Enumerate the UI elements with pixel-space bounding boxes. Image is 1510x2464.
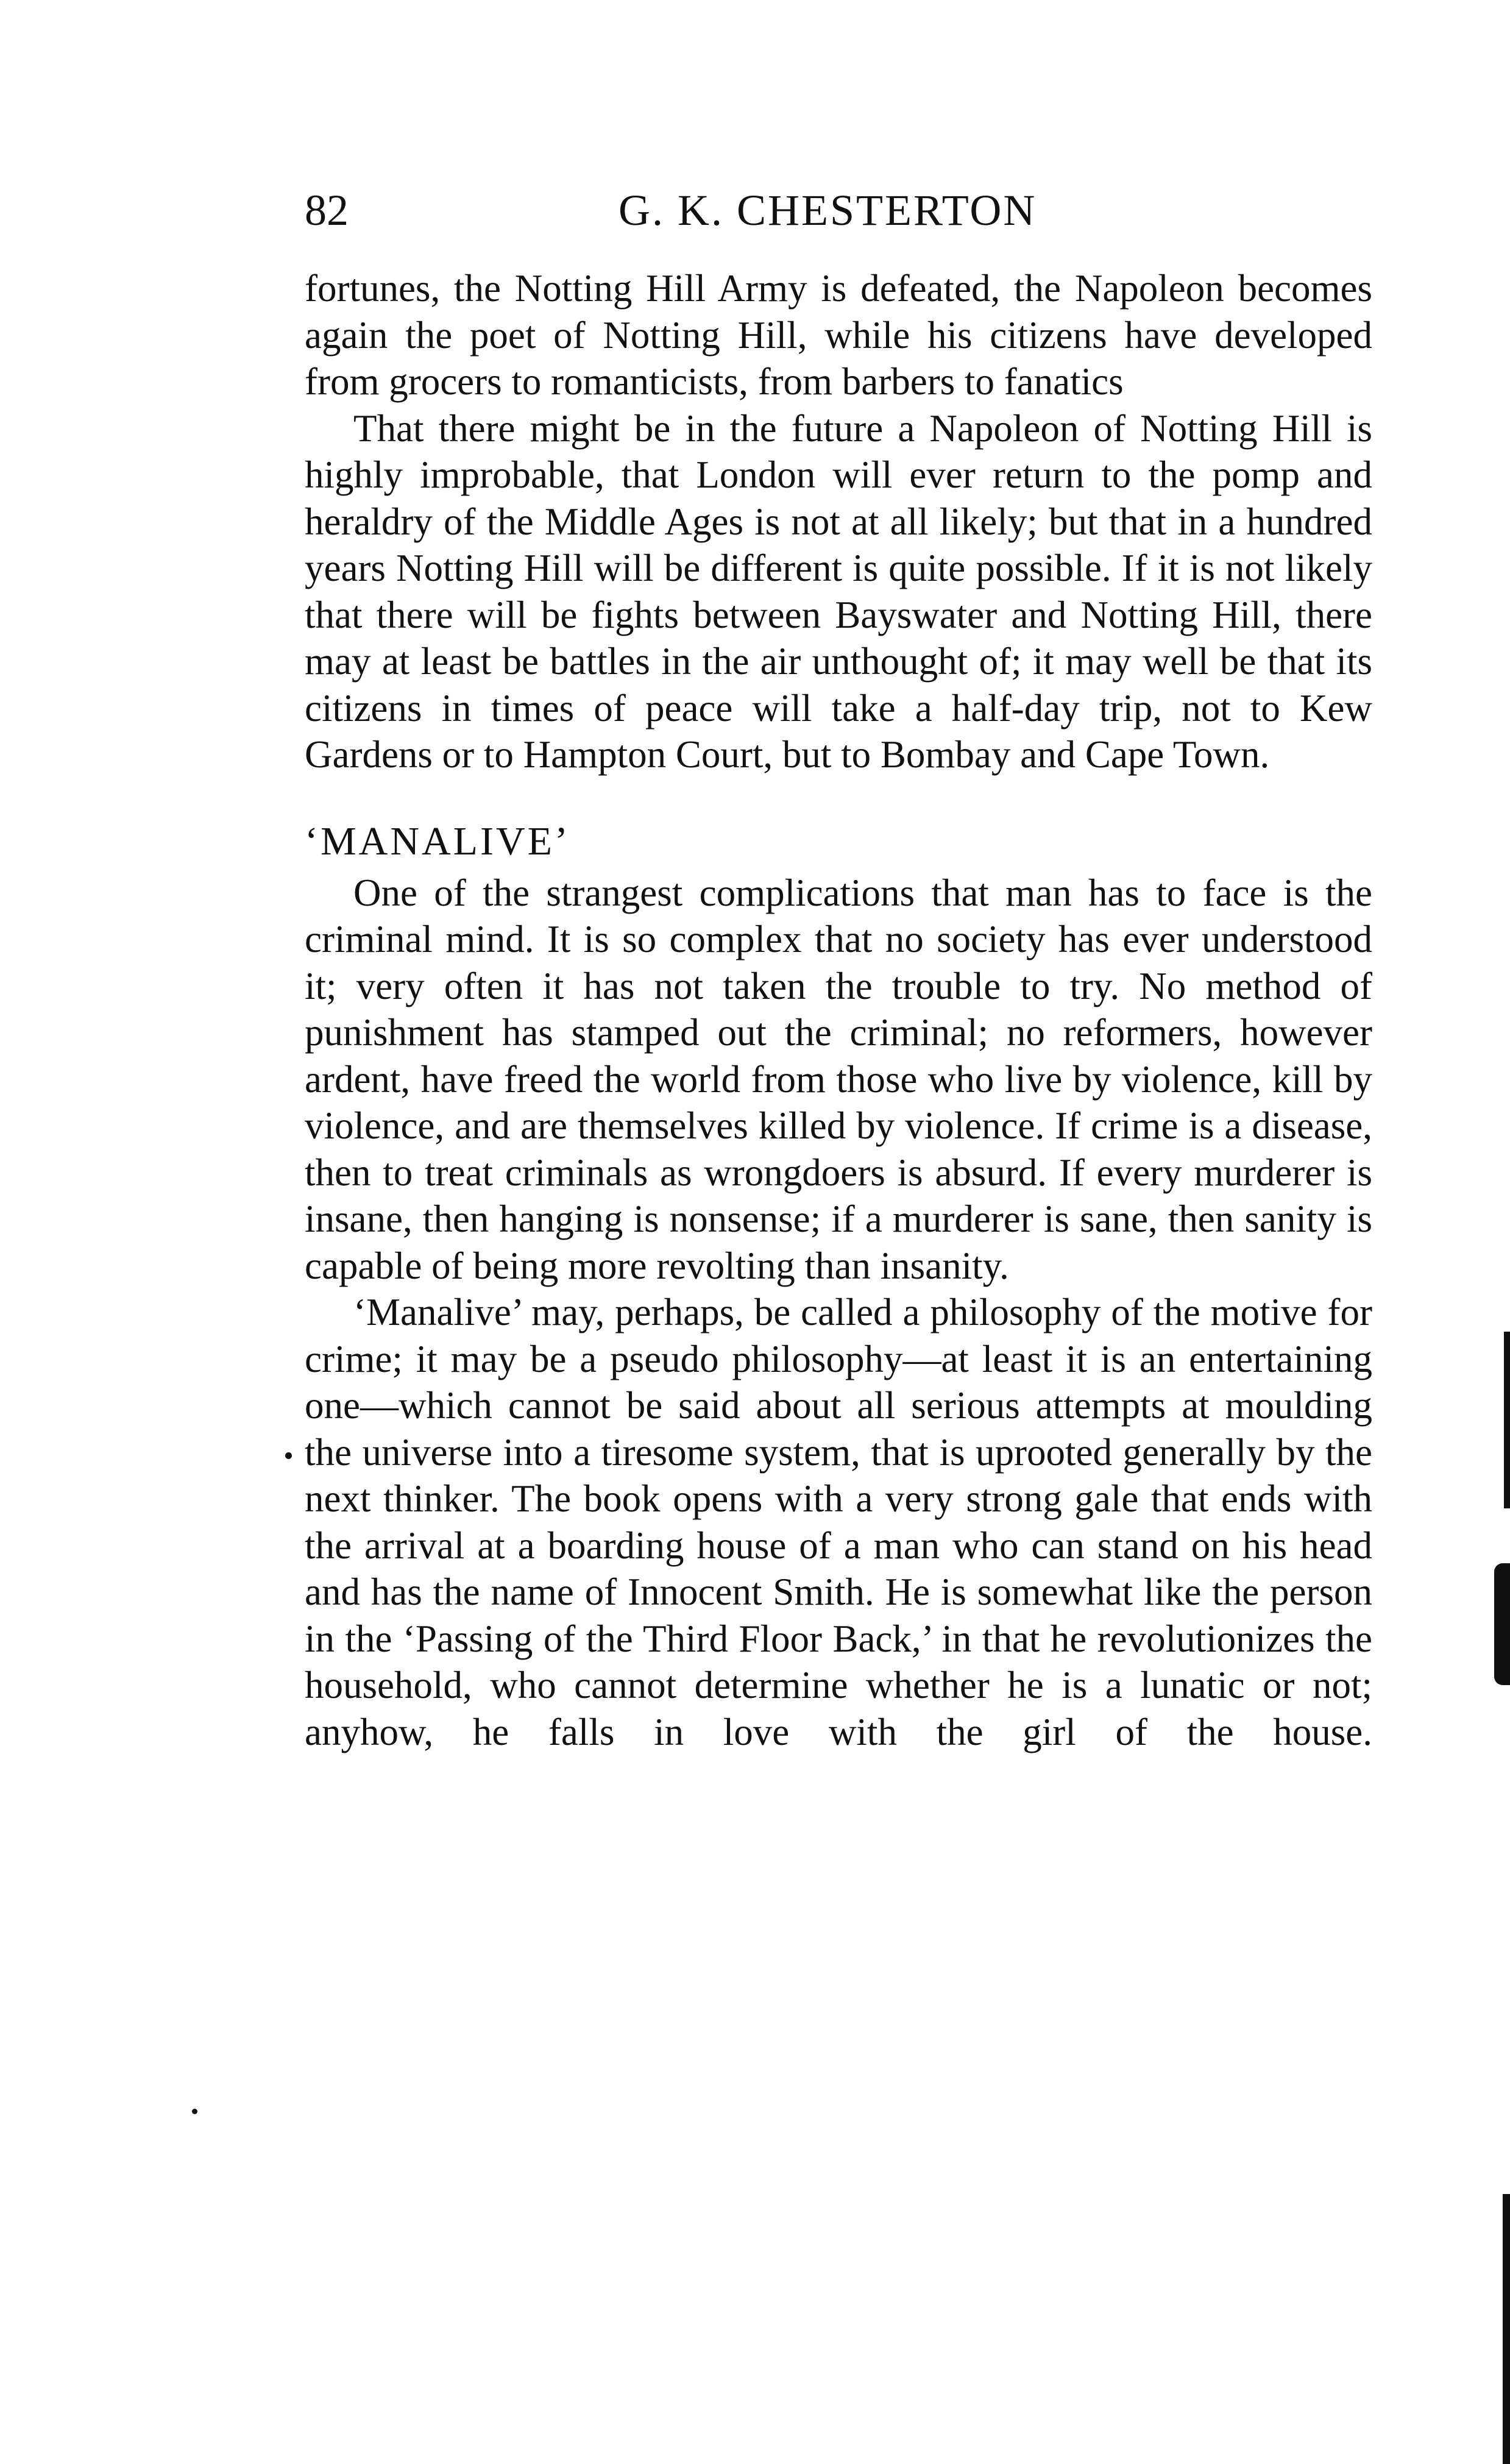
running-head: G. K. CHESTERTON [619,186,1037,235]
scan-mark-edge-1 [1504,1332,1510,1508]
paragraph-criminal-mind: One of the strangest complications that man has to face is the criminal mind. It is so complex that no society has ever understood it; very often it has not taken the trouble to try. No method of punishment has stamped out the criminal; no reformers, however ardent, have freed the world from those who live by violence, kill by violence, and are themselves killed by violence. If crime is a disease, then to treat criminals as wrongdoers is absurd. If every murderer is insane, then hanging is nonsense; if a murderer is sane, then sanity is capable of being more revolting than insanity. [305,871,1372,1287]
scan-mark-small-bottom [192,2109,197,2114]
page-header [305,177,1377,244]
paragraph-manalive-summary: ‘Manalive’ may, perhaps, be called a philosophy of the motive for crime; it may be a pseudo philosophy—at least it is an entertaining one—which cannot be said about all serious attempts at moulding the universe into a tiresome system, that is uprooted generally by the next thinker. The book opens with a very strong gale that ends with the arrival at a boarding house of a man who can stand on his head and has the name of Innocent Smith. He is somewhat like the person in the ‘Passing of the Third Floor Back,’ in that he revolutionizes the household, who cannot determine whether he is a lunatic or not; anyhow, he falls in love with the girl of the house. [305,1291,1372,1753]
page-number: 82 [305,186,349,235]
section-title-manalive: ‘MANALIVE’ [305,818,570,864]
scan-mark-edge-3 [1503,2194,1510,2464]
paragraph-notting-hill: That there might be in the future a Napoleon of Notting Hill is highly improbable, that London will ever return to the pomp and heraldry of the Middle Ages is not at all likely; but that in a hundred years Notting Hill will be different is quite possible. If it is not likely that there will be fights between Bayswater and Notting Hill, there may at least be battles in the air unthought of; it may well be that its citizens in times of peace will take a half-day trip, not to Kew Gardens or to Hampton Court, but to Bombay and Cape Town. [305,407,1372,776]
scan-mark-edge-2 [1494,1563,1510,1685]
scan-mark-small-left [285,1452,292,1459]
paragraph-continuation: fortunes, the Notting Hill Army is defeated, the Napoleon becomes again the poet of Notting Hill, while his citizens have developed from grocers to romanticists, from barbers to fanatics [305,267,1372,403]
page-body [305,265,1372,1755]
